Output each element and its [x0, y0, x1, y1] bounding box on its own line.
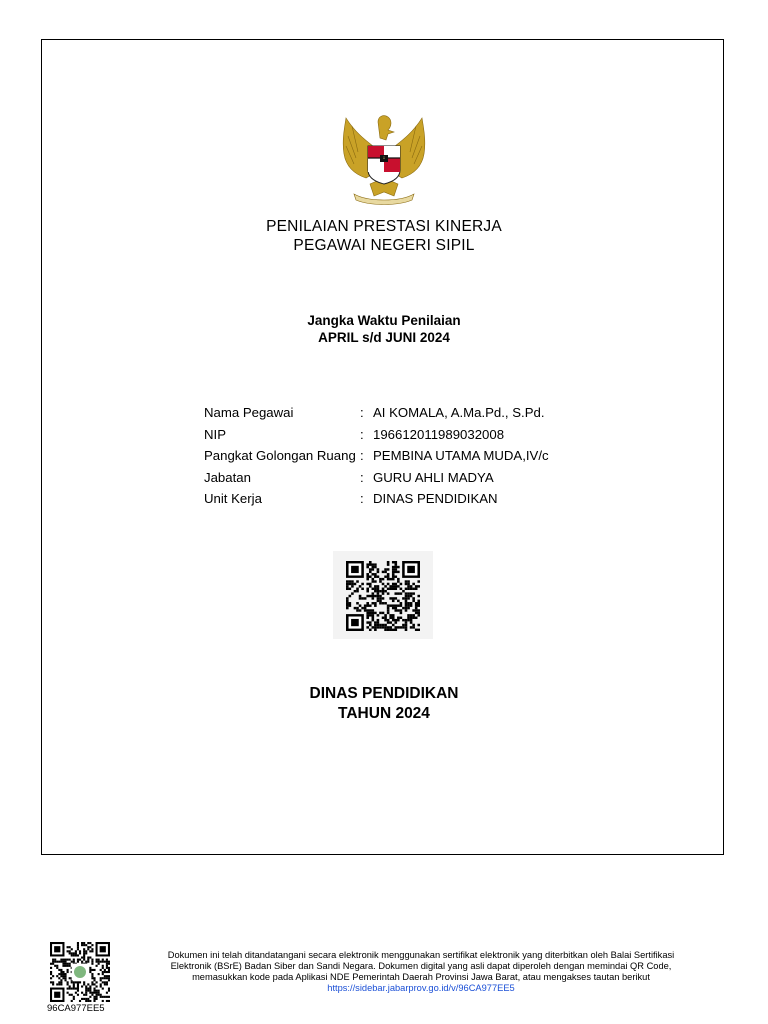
document-title-line2: PEGAWAI NEGERI SIPIL [293, 237, 475, 254]
notice-line: Dokumen ini telah ditandatangani secara elektronik menggunakan sertifikat elektronik yang diterbitkan oleh Balai Sertifikasi [167, 950, 675, 960]
field-separator: : [360, 448, 364, 463]
document-year: TAHUN 2024 [338, 705, 430, 722]
employee-row-rank [204, 447, 624, 469]
period-label: Jangka Waktu Penilaian [307, 313, 461, 328]
field-value: 196612011989032008 [373, 426, 505, 442]
employee-row-name [204, 404, 624, 426]
field-label: Jabatan [204, 469, 251, 485]
e-signature-notice [132, 950, 710, 994]
employee-row-unit [204, 490, 624, 512]
field-value: AI KOMALA, A.Ma.Pd., S.Pd. [373, 405, 545, 420]
garuda-emblem [338, 112, 430, 208]
signature-qr-code [333, 551, 433, 639]
field-value: GURU AHLI MADYA [373, 469, 494, 485]
field-label: Unit Kerja [204, 491, 262, 506]
field-label: NIP [204, 426, 226, 442]
notice-line: memasukkan kode pada Aplikasi NDE Pemerintah Daerah Provinsi Jawa Barat, atau mengakses tautan berikut [192, 972, 650, 982]
footer-qr-code [50, 942, 110, 1002]
agency-name: DINAS PENDIDIKAN [309, 685, 459, 702]
verification-link[interactable]: https://sidebar.jabarprov.go.id/v/96CA977EE5 [327, 983, 515, 993]
employee-info [204, 404, 624, 512]
field-separator: : [360, 426, 364, 442]
field-value: DINAS PENDIDIKAN [373, 491, 498, 506]
field-separator: : [360, 405, 364, 420]
notice-line: Elektronik (BSrE) Badan Siber dan Sandi Negara. Dokumen digital yang asli dapat diperoleh dengan memindai QR Code, [170, 961, 672, 971]
document-title-line1: PENILAIAN PRESTASI KINERJA [266, 218, 502, 235]
verification-code: 96CA977EE5 [47, 1003, 105, 1014]
qr-code-pattern [50, 942, 110, 1002]
field-label: Pangkat Golongan Ruang [204, 448, 356, 463]
field-value: PEMBINA UTAMA MUDA,IV/c [373, 448, 549, 463]
employee-row-nip [204, 426, 624, 448]
field-label: Nama Pegawai [204, 405, 294, 420]
period-value: APRIL s/d JUNI 2024 [318, 330, 450, 345]
employee-row-position [204, 469, 624, 491]
field-separator: : [360, 491, 364, 506]
field-separator: : [360, 469, 364, 485]
qr-code-pattern [346, 561, 420, 631]
